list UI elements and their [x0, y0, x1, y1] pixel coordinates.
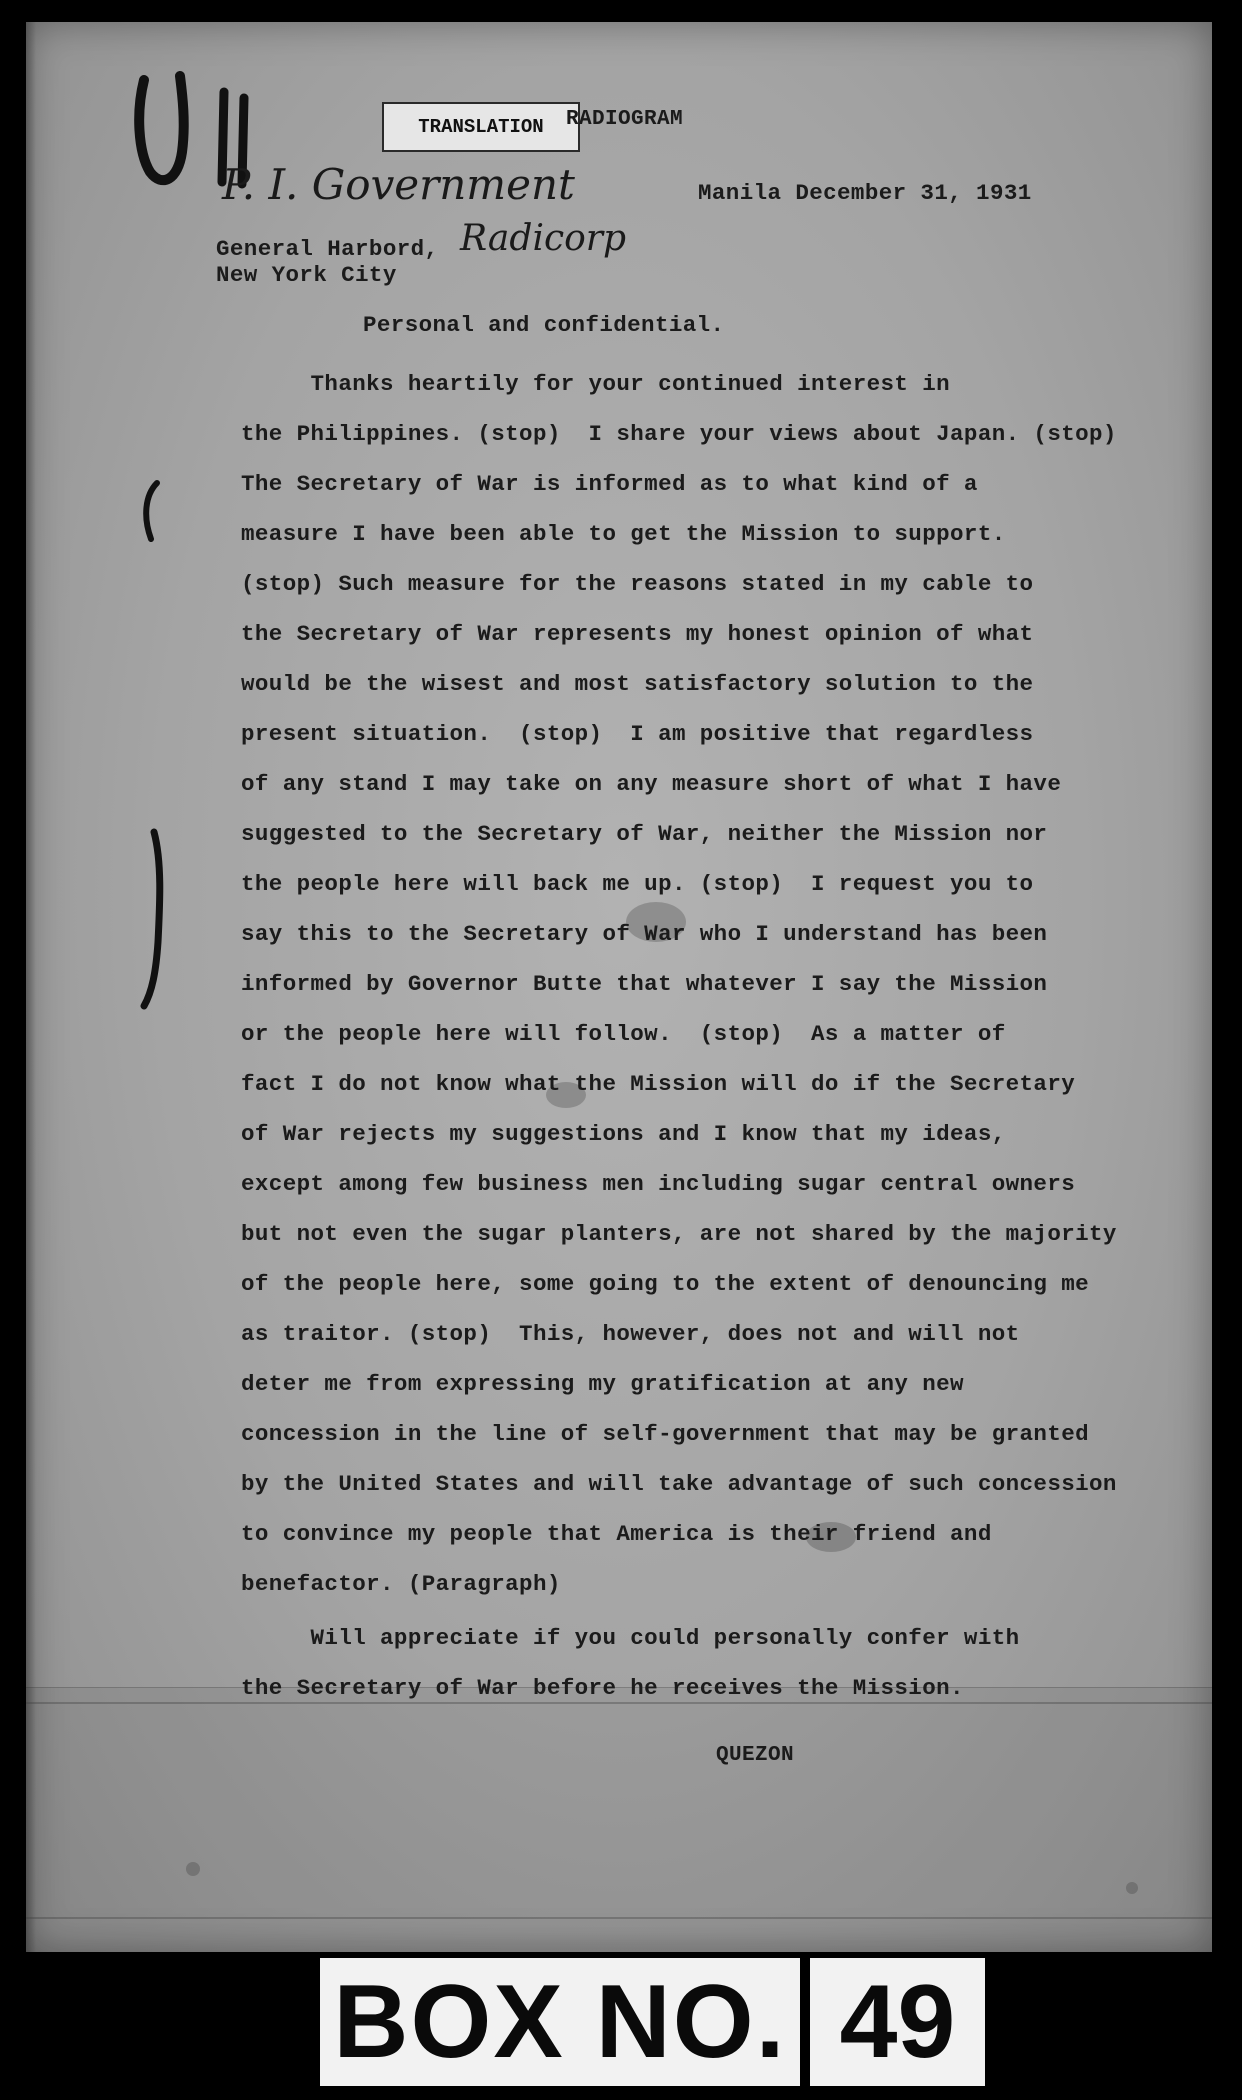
body-line: of the people here, some going to the extent of denouncing me [241, 1271, 1090, 1297]
signature: QUEZON [716, 1744, 795, 1767]
box-label-text: BOX NO. [320, 1958, 800, 2086]
body-line: the Secretary of War represents my honest opinion of what [241, 621, 1034, 647]
left-margin-bracket-mark [134, 822, 174, 1012]
body-line: concession in the line of self-government that may be granted [241, 1421, 1090, 1447]
handwritten-recipient-note: Radicorp [460, 218, 627, 259]
paper-stain [1126, 1882, 1138, 1894]
body-line: informed by Governor Butte that whatever I say the Mission [241, 971, 1048, 997]
body-line: to convince my people that America is their friend and [241, 1521, 992, 1547]
paper-fold-line [26, 1917, 1212, 1919]
body-line: benefactor. (Paragraph) [241, 1571, 561, 1597]
body-line: The Secretary of War is informed as to what kind of a [241, 471, 978, 497]
recipient-name: General Harbord, [216, 236, 439, 262]
paper-sheet [26, 22, 1212, 1952]
radiogram-label: RADIOGRAM [566, 108, 684, 131]
translation-label: TRANSLATION [382, 102, 580, 152]
box-number: 49 [810, 1958, 985, 2086]
body-line: the Philippines. (stop) I share your views about Japan. (stop) [241, 421, 1117, 447]
body-line: of War rejects my suggestions and I know that my ideas, [241, 1121, 1006, 1147]
body-line: of any stand I may take on any measure short of what I have [241, 771, 1062, 797]
letter-body [241, 359, 1201, 1713]
body-line: as traitor. (stop) This, however, does not and will not [241, 1321, 1020, 1347]
left-margin-bracket-mark [131, 477, 171, 547]
body-line: would be the wisest and most satisfactory solution to the [241, 671, 1034, 697]
body-line: but not even the sugar planters, are not shared by the majority [241, 1221, 1117, 1247]
body-line: deter me from expressing my gratification at any new [241, 1371, 964, 1397]
body-line: measure I have been able to get the Mission to support. [241, 521, 1006, 547]
body-line: (stop) Such measure for the reasons stated in my cable to [241, 571, 1034, 597]
recipient-city: New York City [216, 262, 397, 288]
body-line: the people here will back me up. (stop) I request you to [241, 871, 1034, 897]
body-line: except among few business men including sugar central owners [241, 1171, 1076, 1197]
place-and-date: Manila December 31, 1931 [698, 180, 1032, 206]
handwritten-sender-note: P. I. Government [222, 160, 575, 209]
body-line: present situation. (stop) I am positive that regardless [241, 721, 1034, 747]
body-line: the Secretary of War before he receives the Mission. [241, 1675, 964, 1701]
paper-lower-fold-area [26, 1687, 1212, 1952]
body-line: suggested to the Secretary of War, neither the Mission nor [241, 821, 1048, 847]
body-line: Thanks heartily for your continued interest in [241, 371, 951, 397]
archive-box-label [320, 1958, 985, 2086]
body-line: say this to the Secretary of War who I understand has been [241, 921, 1048, 947]
paper-stain [186, 1862, 200, 1876]
body-line: Will appreciate if you could personally confer with [241, 1625, 1020, 1651]
body-line: or the people here will follow. (stop) As a matter of [241, 1021, 1006, 1047]
body-line: fact I do not know what the Mission will do if the Secretary [241, 1071, 1076, 1097]
body-line: by the United States and will take advantage of such concession [241, 1471, 1117, 1497]
paper-edge-shadow [26, 22, 36, 1952]
salutation: Personal and confidential. [363, 312, 725, 338]
